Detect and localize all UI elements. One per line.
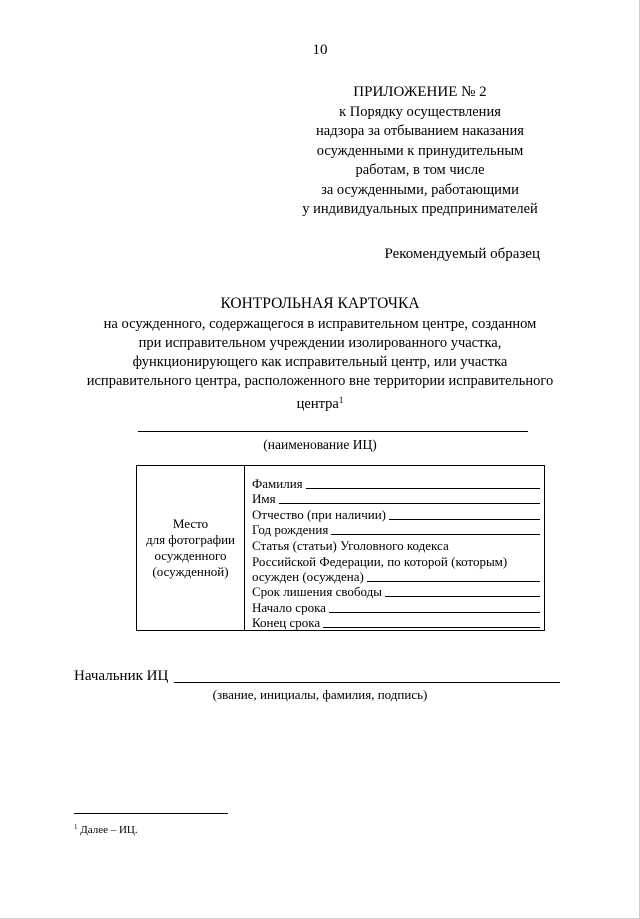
photo-placeholder xyxy=(137,516,244,580)
field-term-end xyxy=(252,616,540,632)
field-term xyxy=(252,585,540,601)
card-fields xyxy=(252,476,540,631)
control-card-table xyxy=(136,465,545,631)
appendix-line: у индивидуальных предпринимателей xyxy=(302,201,538,217)
field-blank-line xyxy=(367,581,540,582)
field-blank-line xyxy=(331,534,540,535)
ic-name-caption: (наименование ИЦ) xyxy=(263,437,377,452)
footnote-marker: 1 xyxy=(74,823,78,831)
field-label: Фамилия xyxy=(252,475,303,491)
field-label: Начало срока xyxy=(252,599,326,615)
head-of-ic-label: Начальник ИЦ xyxy=(74,668,169,684)
field-label: Год рождения xyxy=(252,522,329,537)
field-blank-line xyxy=(323,627,540,628)
footnote-text: Далее – ИЦ. xyxy=(77,824,138,836)
photo-placeholder-line: для фотографии xyxy=(145,532,236,547)
field-term-start xyxy=(252,600,540,616)
appendix-line: надзора за отбыванием наказания xyxy=(316,123,524,139)
subtitle-line-last xyxy=(70,391,570,414)
field-article-line-2 xyxy=(252,554,540,570)
field-article-line-3 xyxy=(252,569,540,585)
appendix-header xyxy=(250,83,590,220)
card-divider xyxy=(244,466,245,630)
field-name xyxy=(252,492,540,508)
footnote-separator xyxy=(74,813,228,814)
field-birth-year xyxy=(252,523,540,539)
subtitle-line: исправительного центра, расположенного вне территории исправительного xyxy=(86,373,554,389)
field-label: осужден (осуждена) xyxy=(252,568,364,584)
sample-label: Рекомендуемый образец xyxy=(384,246,540,262)
subtitle-last-word: центра xyxy=(296,396,339,412)
field-label: Российской Федерации, по которой (которым) xyxy=(252,553,508,569)
field-surname xyxy=(252,476,540,492)
footnote xyxy=(74,823,138,836)
field-patronymic xyxy=(252,507,540,523)
field-label: Конец срока xyxy=(252,615,321,630)
field-blank-line xyxy=(306,488,540,489)
subtitle-line: функционирующего как исправительный центр, или участка xyxy=(132,354,508,370)
field-blank-line xyxy=(385,596,540,597)
head-signature-line xyxy=(174,682,560,683)
ic-name-line xyxy=(138,431,528,432)
field-blank-line xyxy=(389,519,540,520)
appendix-line: осужденными к принудительным xyxy=(316,142,524,159)
subtitle-line: при исправительном учреждении изолированного участка, xyxy=(138,335,502,351)
appendix-line: к Порядку осуществления xyxy=(339,103,501,120)
head-signature-caption: (звание, инициалы, фамилия, подпись) xyxy=(212,687,428,702)
photo-placeholder-line: Место xyxy=(172,516,209,531)
photo-placeholder-line: осужденного xyxy=(154,548,227,563)
document-subtitle xyxy=(70,315,570,414)
appendix-line: за осужденными, работающими xyxy=(321,181,519,198)
document-title: КОНТРОЛЬНАЯ КАРТОЧКА xyxy=(220,295,420,312)
appendix-line: работам, в том числе xyxy=(355,162,485,178)
page-number: 10 xyxy=(312,42,328,58)
appendix-title: ПРИЛОЖЕНИЕ № 2 xyxy=(353,84,487,100)
field-blank-line xyxy=(329,612,540,613)
field-blank-line xyxy=(279,503,540,504)
field-label: Имя xyxy=(252,491,276,506)
field-label: Отчество (при наличии) xyxy=(252,506,387,522)
footnote-reference: 1 xyxy=(338,395,344,405)
subtitle-line: на осужденного, содержащегося в исправительном центре, созданном xyxy=(103,316,537,332)
field-label: Статья (статьи) Уголовного кодекса xyxy=(252,538,449,553)
photo-placeholder-line: (осужденной) xyxy=(152,564,229,579)
field-label: Срок лишения свободы xyxy=(252,584,383,599)
field-article-line-1 xyxy=(252,538,540,554)
